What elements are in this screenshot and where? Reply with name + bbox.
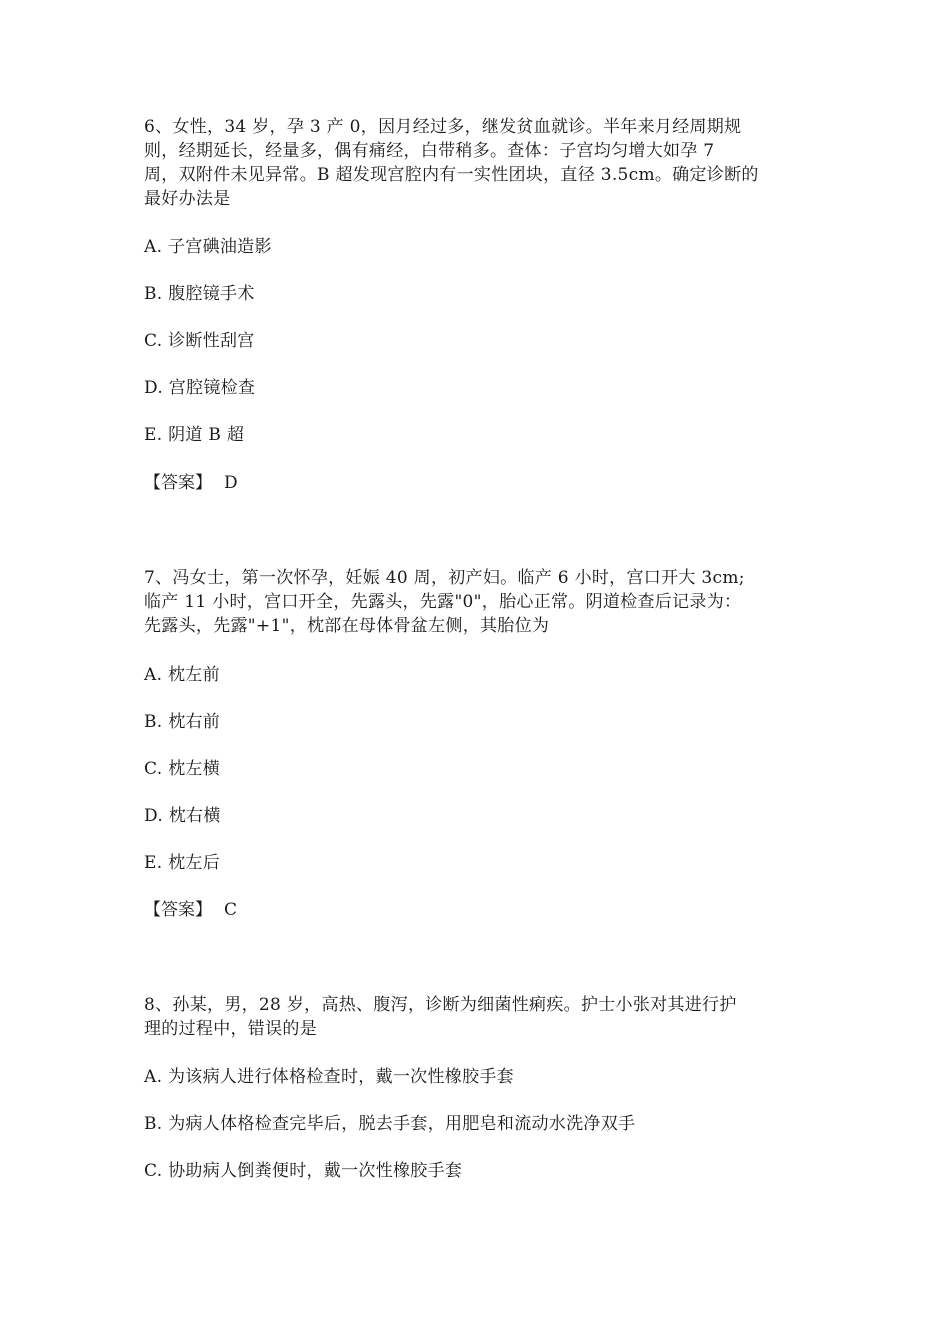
option-b: B. 枕右前 [144,712,221,732]
option-e: E. 枕左后 [144,853,221,873]
option-d: D. 枕右横 [144,806,221,826]
question-stem-line: 理的过程中，错误的是 [144,1019,317,1039]
question-stem-line: 临产 11 小时，宫口开全，先露头，先露"0"，胎心正常。阴道检查后记录为： [144,592,742,612]
question-stem-line: 7、冯女士，第一次怀孕，妊娠 40 周，初产妇。临产 6 小时，宫口开大 3cm; [144,568,745,588]
question-stem-line: 6、女性，34 岁，孕 3 产 0，因月经过多，继发贫血就诊。半年来月经周期规 [144,117,742,137]
question-stem-line: 先露头，先露"+1"，枕部在母体骨盆左侧，其胎位为 [144,616,550,636]
question-stem-line: 周，双附件未见异常。B 超发现宫腔内有一实性团块，直径 3.5cm。确定诊断的 [144,165,759,185]
answer-row [144,472,238,494]
option-e: E. 阴道 B 超 [144,425,245,445]
option-a: A. 枕左前 [144,665,220,685]
option-d: D. 宫腔镜检查 [144,378,256,398]
option-b: B. 为病人体格检查完毕后，脱去手套，用肥皂和流动水洗净双手 [144,1114,636,1134]
option-c: C. 诊断性刮宫 [144,331,255,351]
option-c: C. 枕左横 [144,759,221,779]
answer-tag: 【答案】 [144,473,212,493]
question-stem-line: 8、孙某，男，28 岁，高热、腹泻，诊断为细菌性痢疾。护士小张对其进行护 [144,995,737,1015]
question-stem-line: 则，经期延长，经量多，偶有痛经，白带稍多。查体：子宫均匀增大如孕 7 [144,141,715,161]
answer-tag: 【答案】 [144,900,212,920]
answer-letter: C [224,900,238,920]
option-c: C. 协助病人倒粪便时，戴一次性橡胶手套 [144,1161,463,1181]
option-b: B. 腹腔镜手术 [144,284,255,304]
answer-row [144,899,237,921]
option-a: A. 子宫碘油造影 [144,237,272,257]
question-stem-line: 最好办法是 [144,189,231,209]
answer-letter: D [224,473,238,493]
option-a: A. 为该病人进行体格检查时，戴一次性橡胶手套 [144,1067,514,1087]
